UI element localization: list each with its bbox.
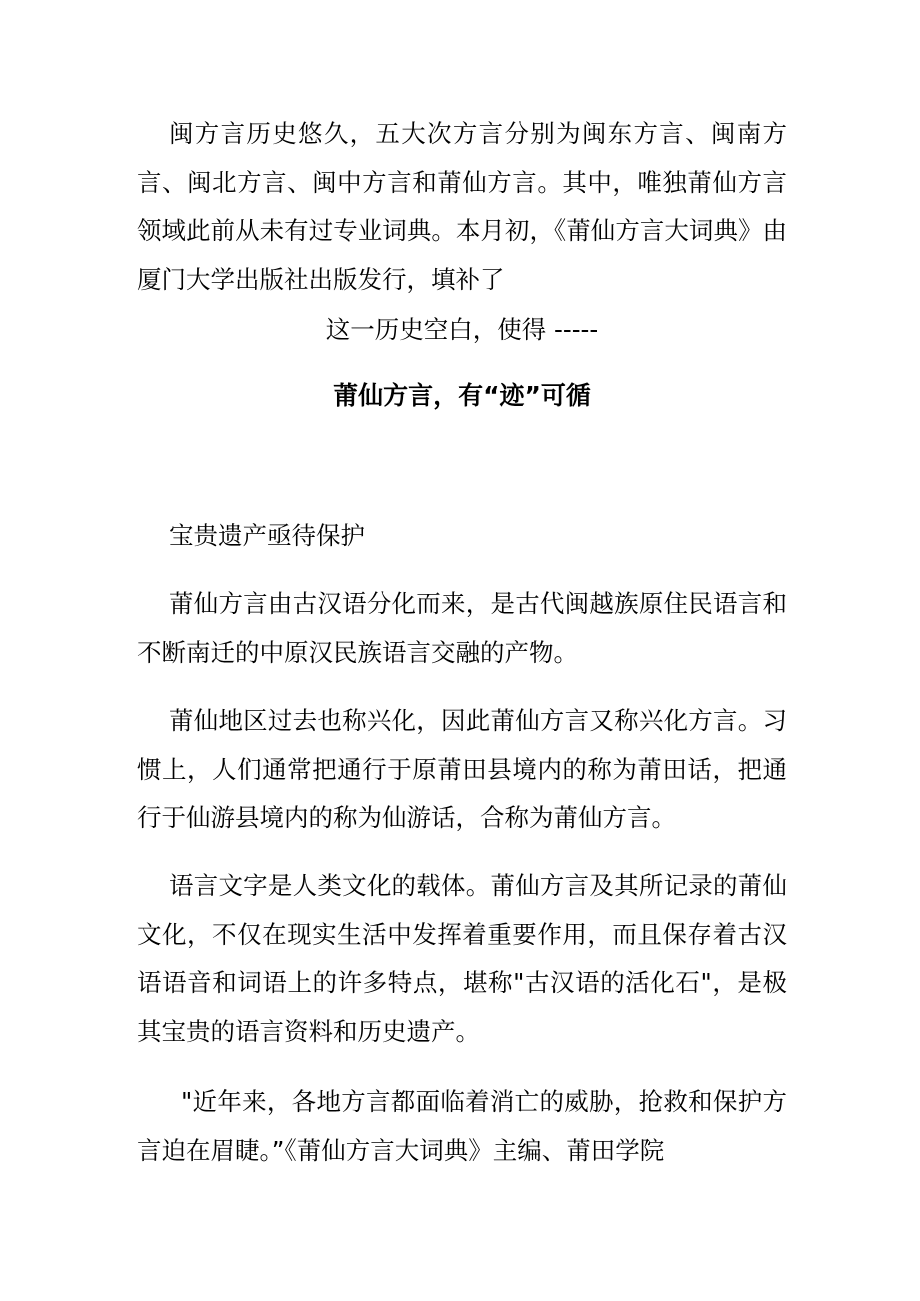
body-paragraph: 语言文字是人类文化的载体。莆仙方言及其所记录的莆仙文化，不仅在现实生活中发挥着重要作用，而且保存着古汉语语音和词语上的许多特点，堪称"古汉语的活化石"，是极其宝贵的语言资料和历史遗产。: [137, 871, 787, 1046]
paragraph-block-2: [137, 697, 787, 843]
paragraph-block-3: [137, 862, 787, 1056]
paragraph-block-1: [137, 580, 787, 677]
intro-continuation: 这一历史空白，使得 -----: [325, 315, 599, 344]
article-title: 莆仙方言，有“迹”可循: [333, 381, 591, 410]
body-paragraph: "近年来，各地方言都面临着消亡的威胁，抢救和保护方言迫在眉睫。”《莆仙方言大词典》主编、莆田学院: [137, 1087, 787, 1165]
body-paragraph: 莆仙地区过去也称兴化，因此莆仙方言又称兴化方言。习惯上，人们通常把通行于原莆田县境内的称为莆田话，把通行于仙游县境内的称为仙游话，合称为莆仙方言。: [137, 706, 787, 832]
intro-paragraph-block: [137, 110, 787, 304]
intro-paragraph: 闽方言历史悠久，五大次方言分别为闽东方言、闽南方言、闽北方言、闽中方言和莆仙方言。其中，唯独莆仙方言领域此前从未有过专业词典。本月初，《莆仙方言大词典》由厦门大学出版社出版发行，填补了: [137, 119, 787, 294]
section-heading: 宝贵遗产亟待保护: [169, 521, 365, 550]
paragraph-block-4: [137, 1078, 787, 1175]
body-paragraph: 莆仙方言由古汉语分化而来，是古代闽越族原住民语言和不断南迁的中原汉民族语言交融的产物。: [137, 589, 787, 667]
